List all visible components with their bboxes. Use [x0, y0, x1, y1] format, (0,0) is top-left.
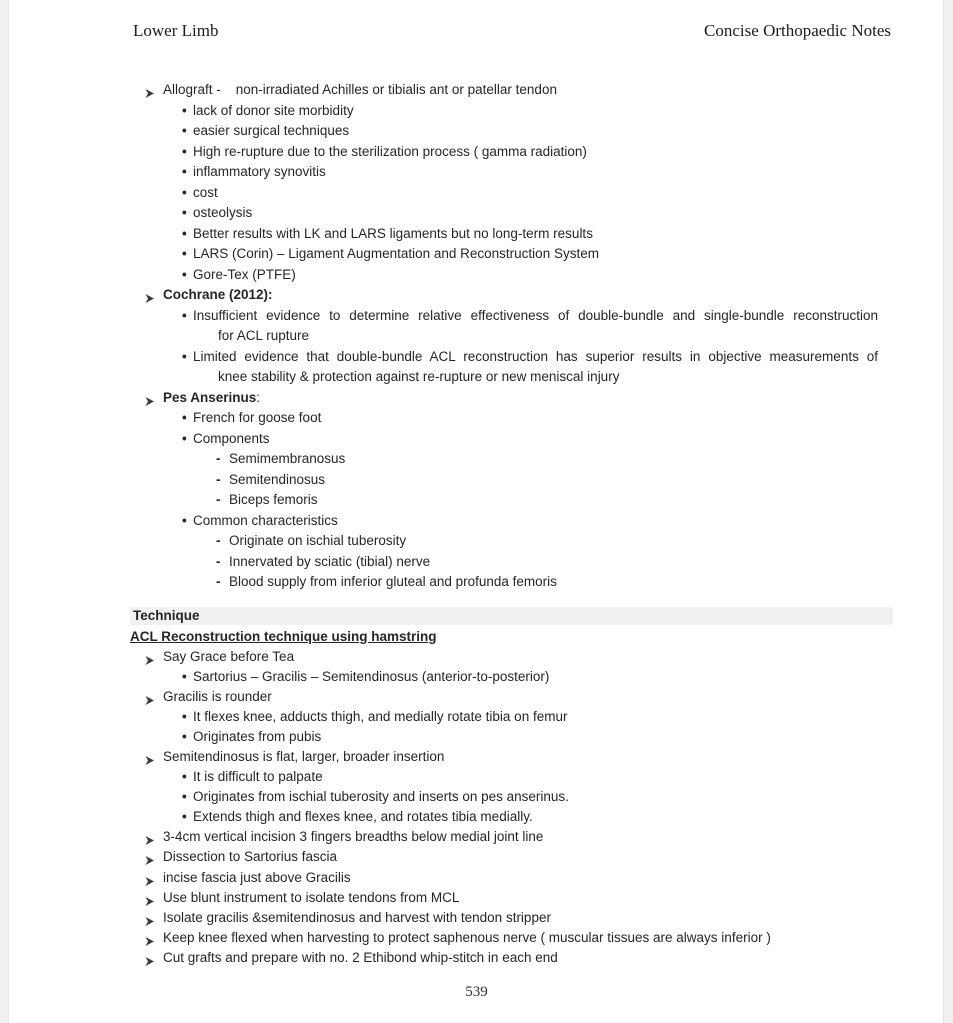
list-item — [0, 928, 953, 948]
subsection-heading: ACL Reconstruction technique using hamstring — [130, 628, 437, 644]
dot-bullet-icon: • — [182, 266, 187, 282]
dot-bullet-icon: • — [182, 769, 187, 785]
list-item — [0, 511, 953, 532]
list-item — [0, 908, 953, 928]
header-right-title: Concise Orthopaedic Notes — [704, 21, 891, 40]
list-item — [0, 667, 953, 687]
dash-bullet-icon: - — [216, 492, 221, 507]
list-item — [0, 429, 953, 450]
dash-bullet-icon: - — [216, 553, 221, 569]
list-item — [0, 727, 953, 747]
list-item-line: Use blunt instrument to isolate tendons from MCL — [163, 889, 460, 905]
list-item-line: Sartorius – Gracilis – Semitendinosus (anterior-to-posterior) — [193, 668, 550, 684]
list-item — [0, 142, 953, 163]
dash-bullet-icon: - — [216, 471, 221, 487]
list-item-line: Common characteristics — [193, 512, 338, 528]
list-item — [0, 552, 953, 573]
list-item-line: Gore-Tex (PTFE) — [193, 266, 296, 282]
list-item — [0, 827, 953, 847]
document-body — [0, 80, 953, 968]
list-item — [0, 203, 953, 224]
list-item-line: It is difficult to palpate — [193, 769, 323, 785]
dot-bullet-icon: • — [182, 205, 187, 220]
list-item-line: easier surgical techniques — [193, 123, 350, 138]
dot-bullet-icon: • — [182, 143, 187, 159]
list-item — [0, 948, 953, 968]
arrow-bullet-icon — [144, 953, 155, 973]
list-item-line: Semitendinosus — [229, 471, 326, 487]
list-item-line: LARS (Corin) – Ligament Augmentation and Reconstruction System — [193, 246, 599, 261]
dot-bullet-icon: • — [182, 246, 187, 261]
dot-bullet-icon: • — [182, 102, 187, 118]
list-item-line: Isolate gracilis &semitendinosus and harvest with tendon stripper — [163, 909, 551, 925]
list-item-line: Say Grace before Tea — [163, 648, 295, 664]
list-item-line: Keep knee flexed when harvesting to protect saphenous nerve ( muscular tissues are always inferior ) — [163, 929, 771, 945]
list-item — [0, 244, 953, 265]
dot-bullet-icon: • — [182, 184, 187, 200]
list-item — [0, 449, 953, 470]
list-item — [0, 121, 953, 142]
dot-bullet-icon: • — [182, 410, 187, 425]
list-item-line: Limited evidence that double-bundle ACL reconstruction has superior results in objective measurements of — [193, 348, 878, 364]
list-item — [0, 285, 953, 306]
list-item — [0, 647, 953, 667]
dot-bullet-icon: • — [182, 348, 187, 364]
notes-list-technique — [0, 647, 953, 969]
list-item — [0, 162, 953, 183]
list-item — [0, 807, 953, 827]
list-item — [0, 787, 953, 807]
list-item-line: osteolysis — [193, 205, 253, 220]
list-item — [0, 265, 953, 286]
list-item-line: 3-4cm vertical incision 3 fingers breadths below medial joint line — [163, 829, 544, 845]
list-item-line: Pes Anserinus: — [163, 389, 261, 405]
list-item — [0, 388, 953, 409]
dot-bullet-icon: • — [182, 809, 187, 825]
list-item — [0, 306, 953, 347]
list-item-line: lack of donor site morbidity — [193, 102, 354, 118]
list-item — [0, 747, 953, 767]
list-item-line: Blood supply from inferior gluteal and profunda femoris — [229, 574, 557, 589]
dot-bullet-icon: • — [182, 512, 187, 528]
list-item — [0, 767, 953, 787]
list-item-line: Components — [193, 430, 270, 446]
list-item — [0, 408, 953, 429]
list-item-line: High re-rupture due to the sterilization process ( gamma radiation) — [193, 143, 587, 159]
list-item-line: Innervated by sciatic (tibial) nerve — [229, 553, 431, 569]
dot-bullet-icon: • — [182, 164, 187, 179]
list-item-line: Biceps femoris — [229, 492, 318, 507]
section-bar-technique — [130, 607, 893, 625]
list-item — [0, 687, 953, 707]
list-item-line: Originate on ischial tuberosity — [229, 533, 407, 548]
list-item — [0, 847, 953, 867]
dot-bullet-icon: • — [182, 789, 187, 805]
list-item — [0, 707, 953, 727]
list-item — [0, 531, 953, 552]
list-item — [0, 80, 953, 101]
list-item — [0, 101, 953, 122]
list-item-line: Semitendinosus is flat, larger, broader insertion — [163, 748, 445, 764]
list-item — [0, 470, 953, 491]
section-bar-title: Technique — [133, 607, 200, 623]
list-item-line: for ACL rupture — [218, 328, 310, 343]
list-item-line: Extends thigh and flexes knee, and rotates tibia medially. — [193, 809, 533, 825]
list-item-line: cost — [193, 184, 218, 200]
list-item-line: Gracilis is rounder — [163, 688, 272, 704]
dot-bullet-icon: • — [182, 668, 187, 684]
page-header — [133, 21, 891, 41]
list-item-line: Cochrane (2012): — [163, 287, 273, 302]
list-item-line: incise fascia just above Gracilis — [163, 869, 351, 885]
list-item — [0, 888, 953, 908]
list-item-line: French for goose foot — [193, 410, 322, 425]
list-item — [0, 490, 953, 511]
dash-bullet-icon: - — [216, 533, 221, 548]
dot-bullet-icon: • — [182, 728, 187, 744]
dash-bullet-icon: - — [216, 574, 221, 589]
dot-bullet-icon: • — [182, 225, 187, 241]
dot-bullet-icon: • — [182, 307, 187, 323]
list-item-line: Dissection to Sartorius fascia — [163, 849, 338, 865]
page-number: 539 — [465, 984, 488, 1000]
list-item-line: knee stability & protection against re-rupture or new meniscal injury — [218, 369, 620, 384]
dot-bullet-icon: • — [182, 123, 187, 138]
list-item — [0, 572, 953, 593]
list-item-line: inflammatory synovitis — [193, 164, 326, 179]
list-item — [0, 183, 953, 204]
dash-bullet-icon: - — [216, 451, 221, 466]
list-item-line: Originates from ischial tuberosity and inserts on pes anserinus. — [193, 789, 569, 805]
list-item — [0, 347, 953, 388]
list-item-line: Cut grafts and prepare with no. 2 Ethibond whip-stitch in each end — [163, 949, 558, 965]
list-item-line: Insufficient evidence to determine relative effectiveness of double-bundle and single-bundle reconstruction — [193, 307, 878, 323]
list-item-line: Better results with LK and LARS ligaments but no long-term results — [193, 225, 593, 241]
dot-bullet-icon: • — [182, 708, 187, 724]
list-item — [0, 868, 953, 888]
list-item-line: It flexes knee, adducts thigh, and medially rotate tibia on femur — [193, 708, 568, 724]
dot-bullet-icon: • — [182, 430, 187, 446]
list-item-line: Originates from pubis — [193, 728, 322, 744]
notes-list-upper — [0, 80, 953, 593]
header-left-title: Lower Limb — [133, 21, 219, 40]
list-item-line: Allograft - non-irradiated Achilles or tibialis ant or patellar tendon — [163, 82, 557, 97]
list-item — [0, 224, 953, 245]
list-item-line: Semimembranosus — [229, 451, 346, 466]
